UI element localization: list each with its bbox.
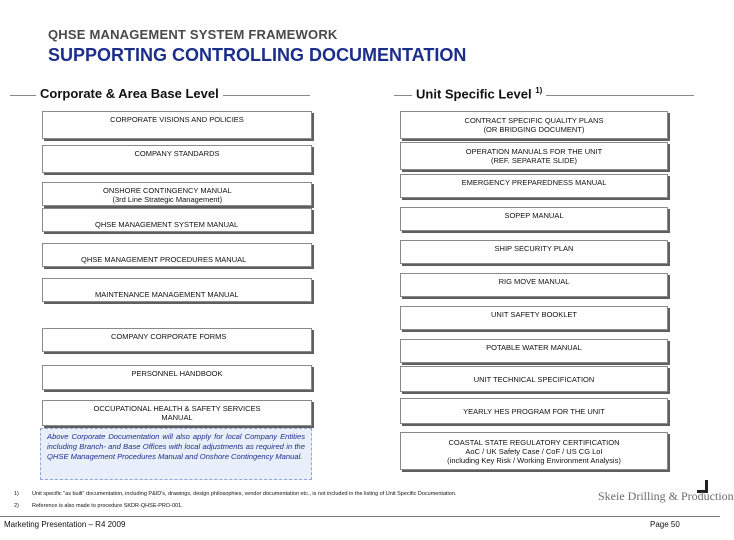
doc-box-label: PERSONNEL HANDBOOK [131,369,223,378]
footer-page-number: Page 50 [650,520,680,529]
doc-box-unit-safety-booklet [400,306,668,330]
doc-box-label: COMPANY CORPORATE FORMS [111,332,227,341]
doc-box-label: QHSE MANAGEMENT SYSTEM MANUAL [95,220,239,229]
doc-box-personnel-handbook [42,365,312,390]
doc-box-label: SOPEP MANUAL [504,211,564,220]
doc-box-contract-quality-plans [400,111,668,139]
doc-box-label: CORPORATE VISIONS AND POLICIES [110,115,244,124]
doc-box-sopep [400,207,668,231]
doc-box-ohs-services [42,400,312,426]
page-title: SUPPORTING CONTROLLING DOCUMENTATION [48,45,467,65]
doc-box-label: EMERGENCY PREPAREDNESS MANUAL [461,178,607,187]
footnote-2-number: 2) [14,503,19,509]
doc-box-label: YEARLY HES PROGRAM FOR THE UNIT [463,406,605,416]
subtitle: QHSE MANAGEMENT SYSTEM FRAMEWORK [48,27,338,42]
left-column-heading: Corporate & Area Base Level [36,86,223,101]
doc-box-unit-technical-spec [400,366,668,392]
doc-box-emergency-preparedness [400,174,668,198]
footer-divider [0,516,720,517]
company-logo-text: Skeie Drilling & Production [598,489,734,503]
doc-box-coastal-state-certification [400,432,668,470]
doc-box-label: ONSHORE CONTINGENCY MANUAL (3rd Line Strategic Management) [103,186,232,204]
doc-box-label: SHIP SECURITY PLAN [494,244,574,253]
doc-box-label: RIG MOVE MANUAL [498,277,570,286]
doc-box-onshore-contingency [42,182,312,206]
doc-box-label: CONTRACT SPECIFIC QUALITY PLANS (OR BRIDGING DOCUMENT) [464,116,604,134]
doc-box-label: QHSE MANAGEMENT PROCEDURES MANUAL [81,255,247,264]
right-heading-footnote-ref: 1) [535,86,543,95]
doc-box-label: POTABLE WATER MANUAL [486,343,582,352]
doc-box-label: MAINTENANCE MANAGEMENT MANUAL [95,290,239,299]
corporate-note: Above Corporate Documentation will also apply for local Company Entities including Branch- and Base Offices with local adjustments as required in the QHSE Management Procedures Manual and Onshore Contingency Manual. [40,428,312,480]
footer-presentation-label: Marketing Presentation – R4 2009 [4,520,126,529]
doc-box-label: UNIT TECHNICAL SPECIFICATION [473,374,595,384]
doc-box-label: OPERATION MANUALS FOR THE UNIT (REF. SEPARATE SLIDE) [465,147,603,165]
doc-box-label: COMPANY STANDARDS [134,149,220,158]
doc-box-qhse-system-manual [42,208,312,232]
doc-box-corporate-visions [42,111,312,139]
doc-box-qhse-procedures [42,243,312,267]
doc-box-label: COASTAL STATE REGULATORY CERTIFICATION AoC / UK Safety Case / CoF / US CG LoI (including Key Risk / Working Environment Analysis) [447,437,621,465]
doc-box-label: UNIT SAFETY BOOKLET [491,310,577,319]
footnote-1-text: Unit specific "as built" documentation, including P&ID's, drawings, design philosophies, vendor documentation etc., is not included in the listing of Unit Specific Documentation. [32,491,457,497]
footnote-2-text: Reference is also made to procedure SKDR-QHSE-PRO-001. [32,503,183,509]
right-heading-text: Unit Specific Level [416,86,532,102]
right-column-heading [412,86,546,101]
footnote-1-number: 1) [14,491,19,497]
doc-box-potable-water [400,339,668,363]
doc-box-maintenance [42,278,312,302]
doc-box-yearly-hes-program [400,398,668,424]
doc-box-rig-move [400,273,668,297]
doc-box-label: OCCUPATIONAL HEALTH & SAFETY SERVICES MANUAL [93,404,261,422]
doc-box-ship-security [400,240,668,264]
doc-box-operation-manuals [400,142,668,170]
doc-box-corporate-forms [42,328,312,352]
doc-box-company-standards [42,145,312,173]
